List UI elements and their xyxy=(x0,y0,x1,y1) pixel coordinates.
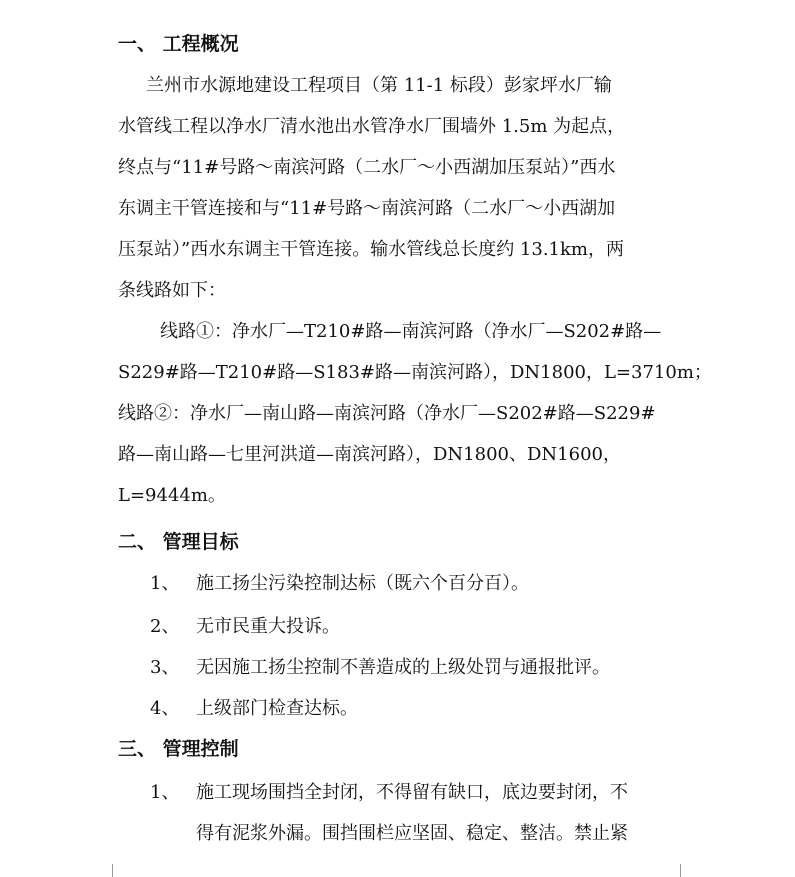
paragraph-line: 东调主干管连接和与“11#号路～南滨河路（二水厂～小西湖加 xyxy=(118,198,616,219)
list-item-text: 得有泥浆外漏。围挡围栏应坚固、稳定、整洁。禁止紧 xyxy=(196,823,628,844)
list-item-number: 3、 xyxy=(150,657,180,678)
list-item-text: 无市民重大投诉。 xyxy=(196,616,340,637)
route-1-line: 线路①：净水厂—T210#路—南滨河路（净水厂—S202#路— xyxy=(160,321,662,342)
paragraph-line: 压泵站）”西水东调主干管连接。输水管线总长度约 13.1km，两 xyxy=(118,239,624,260)
list-item-text: 无因施工扬尘控制不善造成的上级处罚与通报批评。 xyxy=(196,657,610,678)
list-item-number: 2、 xyxy=(150,616,180,637)
route-1-line: S229#路—T210#路—S183#路—南滨河路），DN1800，L=3710m； xyxy=(118,362,712,383)
route-2-line: 路—南山路—七里河洪道—南滨河路），DN1800、DN1600， xyxy=(118,444,621,465)
route-2-line: 线路②：净水厂—南山路—南滨河路（净水厂—S202#路—S229# xyxy=(118,403,656,424)
section-heading-goals: 二、 管理目标 xyxy=(118,531,239,553)
page-corner-mark-left xyxy=(94,864,113,877)
route-2-line: L=9444m。 xyxy=(118,485,226,506)
paragraph-line: 终点与“11#号路～南滨河路（二水厂～小西湖加压泵站）”西水 xyxy=(118,157,616,178)
page-corner-mark-right xyxy=(680,864,699,877)
section-heading-control: 三、 管理控制 xyxy=(118,738,239,760)
list-item-text: 上级部门检查达标。 xyxy=(196,698,358,719)
paragraph-line: 兰州市水源地建设工程项目（第 11-1 标段）彭家坪水厂输 xyxy=(146,75,612,96)
list-item-number: 1、 xyxy=(150,573,180,594)
list-item-text: 施工现场围挡全封闭，不得留有缺口，底边要封闭，不 xyxy=(196,782,628,803)
list-item-text: 施工扬尘污染控制达标（既六个百分百）。 xyxy=(196,573,529,594)
list-item-number: 1、 xyxy=(150,782,180,803)
paragraph-line: 水管线工程以净水厂清水池出水管净水厂围墙外 1.5m 为起点， xyxy=(118,116,626,137)
list-item-number: 4、 xyxy=(150,698,180,719)
section-heading-overview: 一、 工程概况 xyxy=(118,33,239,55)
paragraph-line: 条线路如下： xyxy=(118,280,226,301)
